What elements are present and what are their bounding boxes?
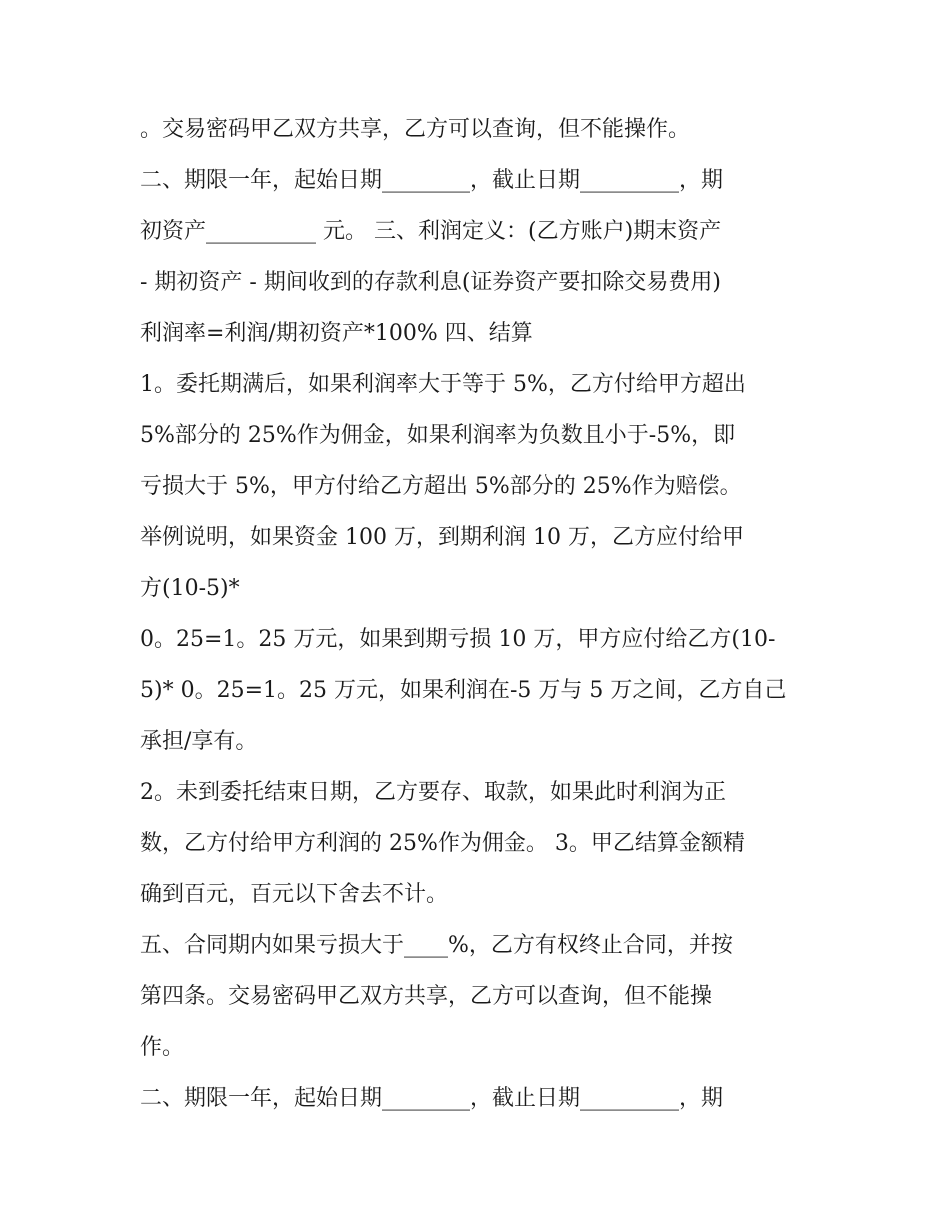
text-line-19: 作。 <box>140 1035 185 1060</box>
contract-text <box>140 104 820 1124</box>
text-line-14: 2。未到委托结束日期，乙方要存、取款，如果此时利润为正 <box>140 780 726 805</box>
text-line-12: 5)* 0。25=1。25 万元，如果利润在-5 万与 5 万之间，乙方自己 <box>140 678 787 703</box>
text-line-18: 第四条。交易密码甲乙双方共享，乙方可以查询，但不能操 <box>140 984 713 1009</box>
text-line-1: 。交易密码甲乙双方共享，乙方可以查询，但不能操作。 <box>140 117 691 142</box>
text-line-2: 二、期限一年，起始日期________，截止日期_________，期 <box>140 168 724 193</box>
text-line-4: - 期初资产 - 期间收到的存款利息(证券资产要扣除交易费用) <box>140 270 722 295</box>
text-line-13: 承担/享有。 <box>140 729 258 754</box>
text-line-11: 0。25=1。25 万元，如果到期亏损 10 万，甲方应付给乙方(10- <box>140 627 776 652</box>
text-line-15: 数，乙方付给甲方利润的 25%作为佣金。 3。甲乙结算金额精 <box>140 831 745 856</box>
text-line-3: 初资产__________ 元。 三、利润定义：(乙方账户)期末资产 <box>140 219 722 244</box>
text-line-9: 举例说明，如果资金 100 万，到期利润 10 万，乙方应付给甲 <box>140 525 744 550</box>
text-line-8: 亏损大于 5%，甲方付给乙方超出 5%部分的 25%作为赔偿。 <box>140 474 742 499</box>
text-line-10: 方(10-5)* <box>140 576 240 601</box>
text-line-7: 5%部分的 25%作为佣金，如果利润率为负数且小于-5%，即 <box>140 423 736 448</box>
text-line-5: 利润率=利润/期初资产*100% 四、结算 <box>140 321 533 346</box>
text-line-16: 确到百元，百元以下舍去不计。 <box>140 882 449 907</box>
text-line-6: 1。委托期满后，如果利润率大于等于 5%，乙方付给甲方超出 <box>140 372 746 397</box>
text-line-17: 五、合同期内如果亏损大于____%，乙方有权终止合同，并按 <box>140 933 733 958</box>
text-line-20: 二、期限一年，起始日期________，截止日期_________，期 <box>140 1086 724 1111</box>
